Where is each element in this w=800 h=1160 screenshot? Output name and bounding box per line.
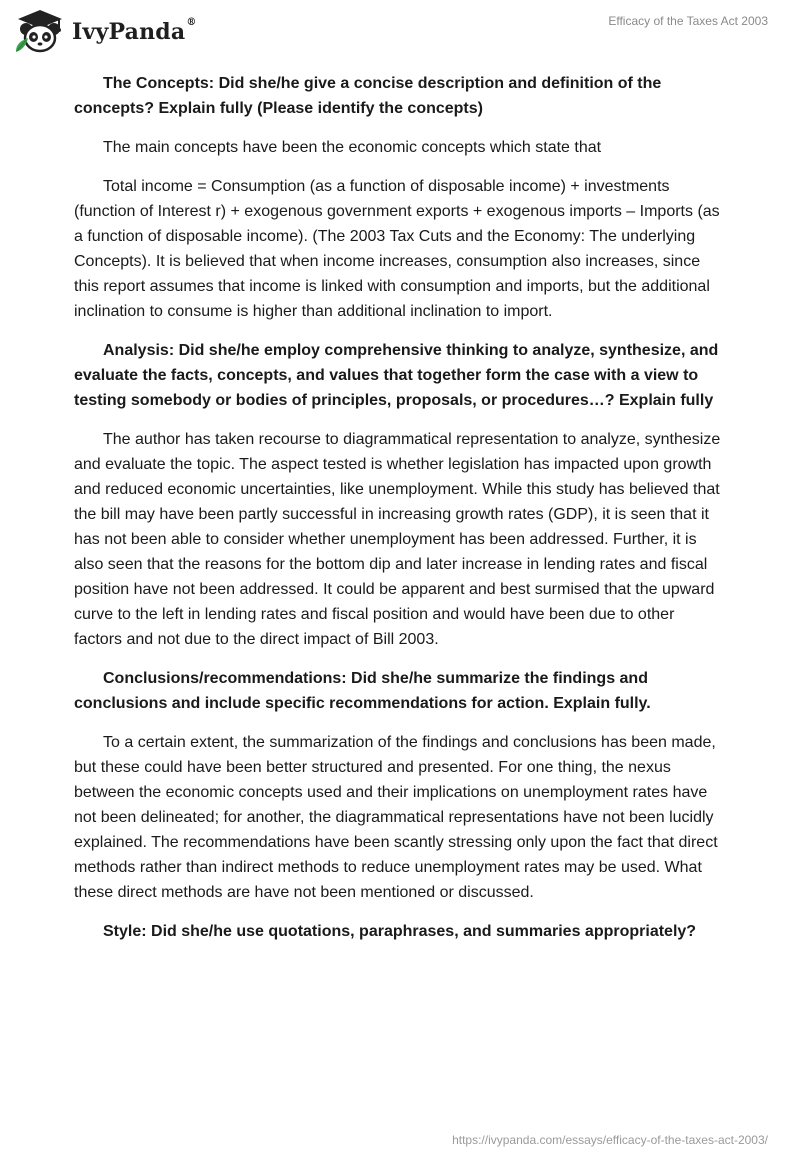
section-question-conclusions: Conclusions/recommendations: Did she/he summarize the findings and conclusions and include specific recommendations for action. Explain fully. — [74, 670, 651, 712]
body-paragraph: To a certain extent, the summarization of the findings and conclusions has been made, but these could have been better structured and presented. For one thing, the nexus between the economic concepts used and their implications on unemployment rates have not been delineated; for another, the diagrammatical representations have not been lucidly explained. The recommendations have been scantly stressing only upon the fact that direct methods rather than indirect methods to reduce unemployment rates may be used. What these direct methods are have not been mentioned or discussed. — [74, 734, 718, 901]
ivypanda-logo[interactable] — [14, 8, 197, 56]
document-title: Efficacy of the Taxes Act 2003 — [608, 14, 768, 28]
brand-name: IvyPanda® — [72, 17, 197, 45]
section-question-concepts: The Concepts: Did she/he give a concise description and definition of the concepts? Explain fully (Please identify the concepts) — [74, 75, 662, 117]
source-url[interactable]: https://ivypanda.com/essays/efficacy-of-the-taxes-act-2003/ — [452, 1133, 768, 1147]
body-paragraph: The author has taken recourse to diagrammatical representation to analyze, synthesize and evaluate the topic. The aspect tested is whether legislation has impacted upon growth and reduced economic uncertainties, like unemployment. While this study has believed that the bill may have been partly successful in increasing growth rates (GDP), it is seen that it has not been able to consider whether unemployment has been addressed. Further, it is also seen that the reasons for the bottom dip and later increase in lending rates and fiscal position have not been addressed. It could be apparent and best surmised that the upward curve to the left in lending rates and fiscal position and would have been due to other factors and not due to the direct impact of Bill 2003. — [74, 431, 721, 648]
essay-body — [74, 71, 724, 958]
body-paragraph: The main concepts have been the economic concepts which state that — [103, 139, 602, 156]
section-question-style: Style: Did she/he use quotations, paraphrases, and summaries appropriately? — [103, 923, 697, 940]
panda-graduate-icon — [14, 8, 66, 56]
section-question-analysis: Analysis: Did she/he employ comprehensive thinking to analyze, synthesize, and evaluate the facts, concepts, and values that together form the case with a view to testing somebody or bodies of principles, proposals, or procedures…? Explain fully — [74, 342, 719, 409]
body-paragraph: Total income = Consumption (as a function of disposable income) + investments (function of Interest r) + exogenous government exports + exogenous imports – Imports (as a function of disposable income). (The 2003 Tax Cuts and the Economy: The underlying Concepts). It is believed that when income increases, consumption also increases, since this report assumes that income is linked with consumption and imports, but the additional inclination to consume is higher than additional inclination to import. — [74, 178, 720, 320]
page-header — [0, 0, 800, 70]
